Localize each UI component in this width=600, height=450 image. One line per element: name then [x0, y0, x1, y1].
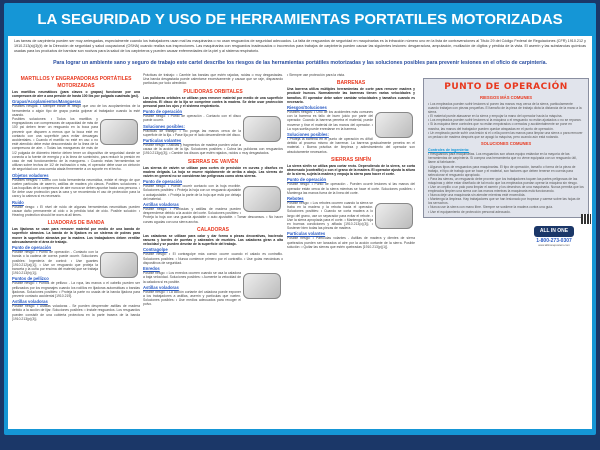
section-lead: Una barrena utiliza múltiples herramientas de corte para remover madera y producir huecos. Normalmente las barrenas tienen varias velocidades y tamaños. El operador debe saber cambiar velocidades y tamaños cuando es necesario. [287, 87, 415, 104]
publisher-logo [519, 226, 589, 247]
risk-item: • El material puede atascarse en la sierra y empujar la mano del operador hacia la máquina. [428, 114, 563, 119]
risk-item: • Un empleado puede sufrir una lesión si el o ella ponen las manos para limpiar una sierra o para remover un pedazo de madera después que se apagó la máquina, pero cuando aún está rodando. [428, 130, 583, 139]
section-title: MARTILLOS Y ENGRAPADORAS PORTÁTILES MOTORIZADAS [20, 76, 132, 89]
solution-item: • Nunca deje una maquinaria sin atender mientras esté encendida. [428, 193, 526, 198]
subsection-heading: Punto de operación [143, 179, 183, 185]
subsection-heading: Puntos de pellizco [12, 276, 49, 282]
logo-mark: ALL IN ONE [534, 226, 574, 237]
section-lead: Las caladoras se utilizan para calar y dar forma a piezas decorativas, haciendo ranuras y bordes de puertas y cabezales de muebles. Las caladoras giran a alta velocidad y se pueden desviar de la superficie del trabajo. [143, 233, 283, 247]
subsection-heading: Punto de operación [287, 177, 327, 183]
subsection-heading: Ruido [12, 199, 24, 205]
section-text: • Proteja la barrena en el punto de operación es difícil debido al proceso mismo de barrenar. La barrena gradualmente penetra en el material. • Buena práctica de limpieza y adiestramiento del operador son absolutamente necesarios. [287, 137, 415, 154]
risk-item: • Los empleados pueden sufrir lesiones si la máquina o el resguardo no están ajustados o no se reparan. [428, 118, 582, 123]
subsection-heading: Enredos [143, 266, 160, 272]
solution-item: • Para las sierras, un resguardo debe proveer que los trabajadores toquen las partes peligrosas de las máquinas y debe estar diseñado de tal modo que los empleados puedan operar la máquina sin riesgo. [428, 176, 578, 185]
section-text: Posible riesgo: • Partículas volantes - Astillas de madera y dientes de sierra quebrados pueden ser lanzados al aire por la acción cortante de la sierra. Posible solución: • Quitar las sierras que estén quebradas [1910.213(p)(1)]. [287, 236, 415, 249]
section-lead: Las lijadoras se usan para remover material por medio de una banda de superficie abrasiva. La banda de la lijadora es un sistema de poleas para mover la superficie abrasiva por la madera. Los trabajadores deben ventilar adecuadamente el área de trabajo. [12, 227, 140, 244]
subsection-heading: Astillas voladoras [12, 299, 48, 305]
circular-saw-illustration [375, 203, 413, 229]
column-3 [287, 73, 415, 249]
subsection-heading: Punto de operación [143, 109, 183, 115]
drill-illustration [375, 112, 413, 138]
phone-number: 1-800-273-0307 [536, 237, 572, 244]
section-text: Posible riesgo: • Astillas voladoras - Se pueden desprender astillas de madera debido a la acción de lijar. Soluciones posibles: • Instale resguardos. Los resguardos pueden consistir de una cubierta protectora en la parte trasera de la banda [1910.213(p)(3)]. [12, 304, 140, 321]
subsection-heading: Punto de operación [12, 245, 52, 251]
section-text: Posible riesgo: • Punto de operación - Contacto con el disco puede ocurrir. [143, 114, 241, 123]
section-title: LIJADORAS DE BANDA [47, 220, 105, 227]
solution-item: • Use el equipamiento de protección personal adecuado. [428, 209, 511, 214]
section-text: Posible riesgo: • Partículas y astillas de madera pueden desprenderse debido a la acción del corte. Soluciones posibles: • Proteja la hoja con una guarda ajustable o auto ajustable. • Tomar descansos. • No hacer curvas agudas con una sierra ancha. [143, 207, 283, 224]
section-text: Posible riesgo: • Astillas y fragmentos de madera pueden volar a causa de la acción de la lija. Soluciones posibles: • Cubra las pulidoras con resguardos [1910.213(p)(3)]. • Cambie los discos que estén rajados, raídos o muy desgastados. [143, 143, 283, 156]
jigsaw-illustration [243, 186, 281, 212]
risks-list [428, 102, 584, 139]
subsection-heading: Rebotes [287, 196, 304, 202]
subsection-heading: Astillas voladoras [143, 284, 179, 290]
solutions-list [428, 152, 584, 213]
section-text: Posible riesgo: • Los enredos ocurren cuando se usa la caladora a baja velocidad. Soluciones posibles: • Aumente la velocidad de la caladora si es posible. [143, 271, 241, 284]
section-title: SIERRAS DE VAIVÉN [187, 158, 239, 165]
column-1 [12, 73, 140, 321]
solutions-title: SOLUCIONES COMUNES [480, 140, 532, 146]
section-text: Prácticas de trabajo: • Cambie las bandas que estén rajadas, raídas o muy desgastadas. Una banda desgastada puede calentarse excesivamente y causar que se raje, disparando partículas por todo alrededor. [143, 73, 283, 86]
section-text: Posibles riesgos: • Siempre existe el riesgo que uno de los acoplamientos de la herramienta o algún tipo de grapa pueda golpear al trabajador cuando la esté usando. [12, 104, 140, 117]
right-column [423, 78, 589, 247]
section-text: Posible riesgo: • Punto de operación - Pueden ocurrir lesiones si las manos del operador están cerca de la sierra mientras se hace el corte. Soluciones posibles: • Mantenga las manos fuera de la línea del corte. [287, 182, 415, 195]
section-lead: Las sierras de vaivén se utilizan para cortes de precisión en curvas y diseños en madera delgada. La hoja se mueve rápidamente de arriba a abajo. Las sierras de vaivén en general no se consideran tan peligrosas como otras sierras. [143, 165, 283, 179]
subsection-heading: Contragolpe [143, 247, 168, 253]
subsection-heading: Soluciones posibles: [143, 123, 185, 129]
section-text: Posible riesgo: • El nivel de ruido de algunas herramientas neumáticas pueden causar daño permanente al oído o la pérdida total de oído. Posible solución: • Hearing protection should be worn at all times. [12, 204, 140, 218]
solution-item: • Resguardos para maquinarias. Los resguardos son ahora equipo estándar en la mayoría de las herramientas de carpintería. Si compra una herramienta que no viene equipada con un resguardo útil, llame al fabricante. [428, 152, 577, 165]
section-lead: Las pulidoras orbitales se utilizan para remover material por medio de una superficie abrasiva. El disco de la lija se comprime contra la madera. Se debe usar protección personal para los ojos y el sistema respiratorio. [143, 95, 283, 109]
section-lead: La sierra sinfín se utiliza para cortar recto. Dependiendo de la sierra, se corta atravesado (contrafilo) o con el grano de la madera. El operador ajusta la altura de la sierra, sujeta la madera y empuja la sierra para hacer el corte. [287, 163, 415, 177]
subsection-heading: Riesgos/Soluciones [287, 105, 327, 111]
section-text: • Siempre use protección para la vista. [287, 73, 345, 77]
section-title: BARRENAS [336, 80, 366, 87]
engineering-controls-label: Controles de ingeniería: [428, 147, 470, 152]
section-title: CALADORAS [197, 226, 229, 233]
section-lead: Los martillos neumáticos (para clavos o grapas) funcionan por una compresora de aire a una presión de hasta 100 lbs por pulgada cuadrada (psi). [12, 90, 140, 99]
qr-code-icon [581, 214, 591, 224]
subsection-heading: Partículas volantes [143, 138, 182, 144]
belt-sander-illustration [100, 252, 138, 278]
website: www.allinoneposters.com [538, 242, 570, 247]
risk-item: • Si la máquina tiene controles que no están empotrados o cerrados y accidentalmente se pone en marcha, las manos del trabajador pueden quedar atrapadas en el punto de operación. [428, 122, 572, 131]
solution-item: • Nunca use la sierra con mano libre. Siempre se sostiene la madera contra una guía. [428, 205, 554, 210]
column-2 [143, 73, 283, 307]
risks-title: RIESGOS MÁS COMUNES [479, 95, 533, 100]
solution-item: • Mantenga la limpieza. Hay trabajadores que se han lesionado por tropezar y caerse sobre las hojas de los serruchos. [428, 197, 581, 206]
poster-title: LA SEGURIDAD Y USO DE HERRAMIENTAS PORTATILES MOTORIZADAS [37, 11, 563, 28]
subsection-heading: Astillas voladoras [143, 202, 179, 208]
bottom-border [0, 436, 600, 450]
section-text: Posible riesgo: • El contragolpe más común ocurre cuando el calado es contrafilo. Soluciones posibles: • Nunca comience primero por el contrafilo. • Use guías mecánicas o dispositivos de seguridad. [143, 252, 283, 265]
tagline: Para lograr un ambiente sano y seguro de trabajo este cartel describe los riesgos de las herramientas portátiles motorizadas y las soluciones posibles para prevenir lesiones en el oficio de carpintería. [53, 60, 547, 66]
subsection-heading: Grapas/Acoplamientos/Mangueras [12, 99, 81, 105]
section-text: Posible riesgo: • Puntos de pellizco - La ropa, las manos o el cabello pueden ser pellizcados por los engranajes cuando los rodillos en lijadoras automáticas o bandas lijadoras. Soluciones posibles: • Proteja la parte no usada de la banda lijadora para prevenir contacto accidental [1910.219]. [12, 281, 140, 298]
section-title: SIERRAS SINFÍN [330, 156, 371, 163]
router-illustration [243, 273, 281, 299]
subsection-heading: Objetos voladores [12, 172, 49, 178]
section-text: Posibles soluciones: • Todos los martillos y engrapadoras con compresoras de capacidad de más de 100 psi deben tener un resguardo en la boca para prevenir que disparen a menos que la boca esté en contacto con una superficie para evitar descargas accidentales. • Cuando el martillo no esté en uso o no esté atendido debe estar desconectado de la línea de la compresora de aire. • Todas las mangueras de más de 1/2 pulgada de diámetro interior deben tener un dispositivo de seguridad donde se conecta a la fuente de energía y a la línea de suministro, para reducir la presión en caso de mal funcionamiento de la manguera. • Cuando estas herramientas se utilizan sobre techos de 1/2 de inclinación o más, el operador debe usar un cinturón de seguridad con una cuerda atada firmemente a un soporte en el techo. [12, 117, 140, 172]
solution-item: • Algunos tipos de resguardos para maquinarias. El tipo de operación, tamaño o forma de la pieza de trabajo, el tipo de trabajo que se hace y el material, son factores que deben tenerse en cuenta para seleccionar el resguardo apropiado. [428, 164, 576, 177]
nail-gun-illustration [100, 119, 138, 145]
section-title: PULIDORAS ORBITALES [183, 88, 243, 95]
section-text: Posible riesgo: • Punto de operación - Contacto con la banda o la cadena de correa puede ocurrir. Soluciones posibles: Ingeniería de control: • Use guantes [1910.212(a)(1)]. • Use un resguardo que proteja la banceta y la cuña por encima del material que se trabaja [1910.213(h)(1)]. [12, 250, 98, 276]
section-text: Posibles riesgos: • Uno de los accidentes más comunes con la barrena es fallo de buen juicio por parte del operador. Cuando la barrena penetra el material, puede moverse y tirar el material de las manos del operador. • La ropa suelta puede enredarse en la barrena. [287, 110, 373, 131]
operation-point-title: PUNTO DE OPERACIÓN [444, 82, 568, 92]
solution-item: • Use un cepillo o un palo para limpiar el aserrín y los desechos de una maquinaria. Nunca permita que los empleados limpien una sierra con las manos mientras la maquinaria está funcionando. [428, 185, 584, 194]
section-text: Posible riesgo: • Puede ocurrir contacto con la hoja movible. Soluciones posibles: • Proteja la hoja con un resguardo ajustable o autoajustable. • Proteja la parte de la hoja que está por debajo del material. [143, 184, 241, 201]
section-text: Posible riesgo: • Los rebotes ocurren cuando la sierra se traba en la madera y la rebota hacia el operador. Soluciones posibles: • Cuando se corta madera a lo largo del grano, use un separador para evitar el rebote. • Use la sierra apropiada para el corte. • Mantenga la hoja en buenas condiciones y afilada [1910.213(c)(3)]. • Sostener bien todas las piezas de madera. [287, 201, 373, 231]
orbital-sander-illustration [243, 116, 281, 142]
subsection-heading: Soluciones posibles: [287, 132, 329, 138]
subsection-heading: Partículas volantes [287, 231, 326, 237]
operation-point-box [423, 78, 589, 218]
section-text: Posible riesgo: • La acción cortante del caladora puede exponer a los trabajadores a astillas, aserrín y partículas que vuelen. Soluciones posibles: • Use medios adecuados para recoger el polvo. [143, 289, 241, 307]
section-text: Posibles riesgos: • Como con toda herramienta neumática, existe el riesgo de que vuelen partículas de aserrín, astillas de madera y/o clavos. Posibles soluciones: • Las boquillas de la compresora de aire nunca se deben apuntar hacia una persona. • Se debe usar protección para la cara y se recomienda el uso de protección para la cara y la cabeza si es necesario. [12, 177, 140, 199]
risk-item: • Los empleados pueden sufrir lesiones si ponen las manos muy cerca de la sierra, particularmente cuando trabajan con piezas pequeñas. El tamaño de la pieza de trabajo dicta la distancia de la mano a la sierra. [428, 102, 582, 115]
intro-text: Las tareas de carpintería pueden ser muy arriesgadas, especialmente cuando los trabajadores usan mal las maquinarias o no usan resguardos de seguridad adecuados. La falta de resguardos de seguridad en maquinarias es la infracción número uno en la lista de contravenciones al Título 29 del Código Federal de Regulaciones (CFR) 1910.212 y 1910.213(a)(3)(ii) de la Dirección de seguridad y salud ocupacional (OSHA) cuando realiza sus inspecciones. Las maquinarias con resguardos inadecuados o incorrectos para trabajos de carpintería pueden causar las siguientes lesiones: desgarradura, amputación, mutilación de dígitos y pérdida de la vista. El aserrín y las substancias químicas usadas para los productos de barnizar son nocivos para la salud de los carpinteros y pueden causar enfermedades de la piel y al sistema respiratorio. [14, 39, 586, 54]
section-text: Prácticas de trabajo: • No ponga las manos cerca de la superficie de la lija. • Pase lija por el lado descendiente del disco. [143, 128, 241, 137]
